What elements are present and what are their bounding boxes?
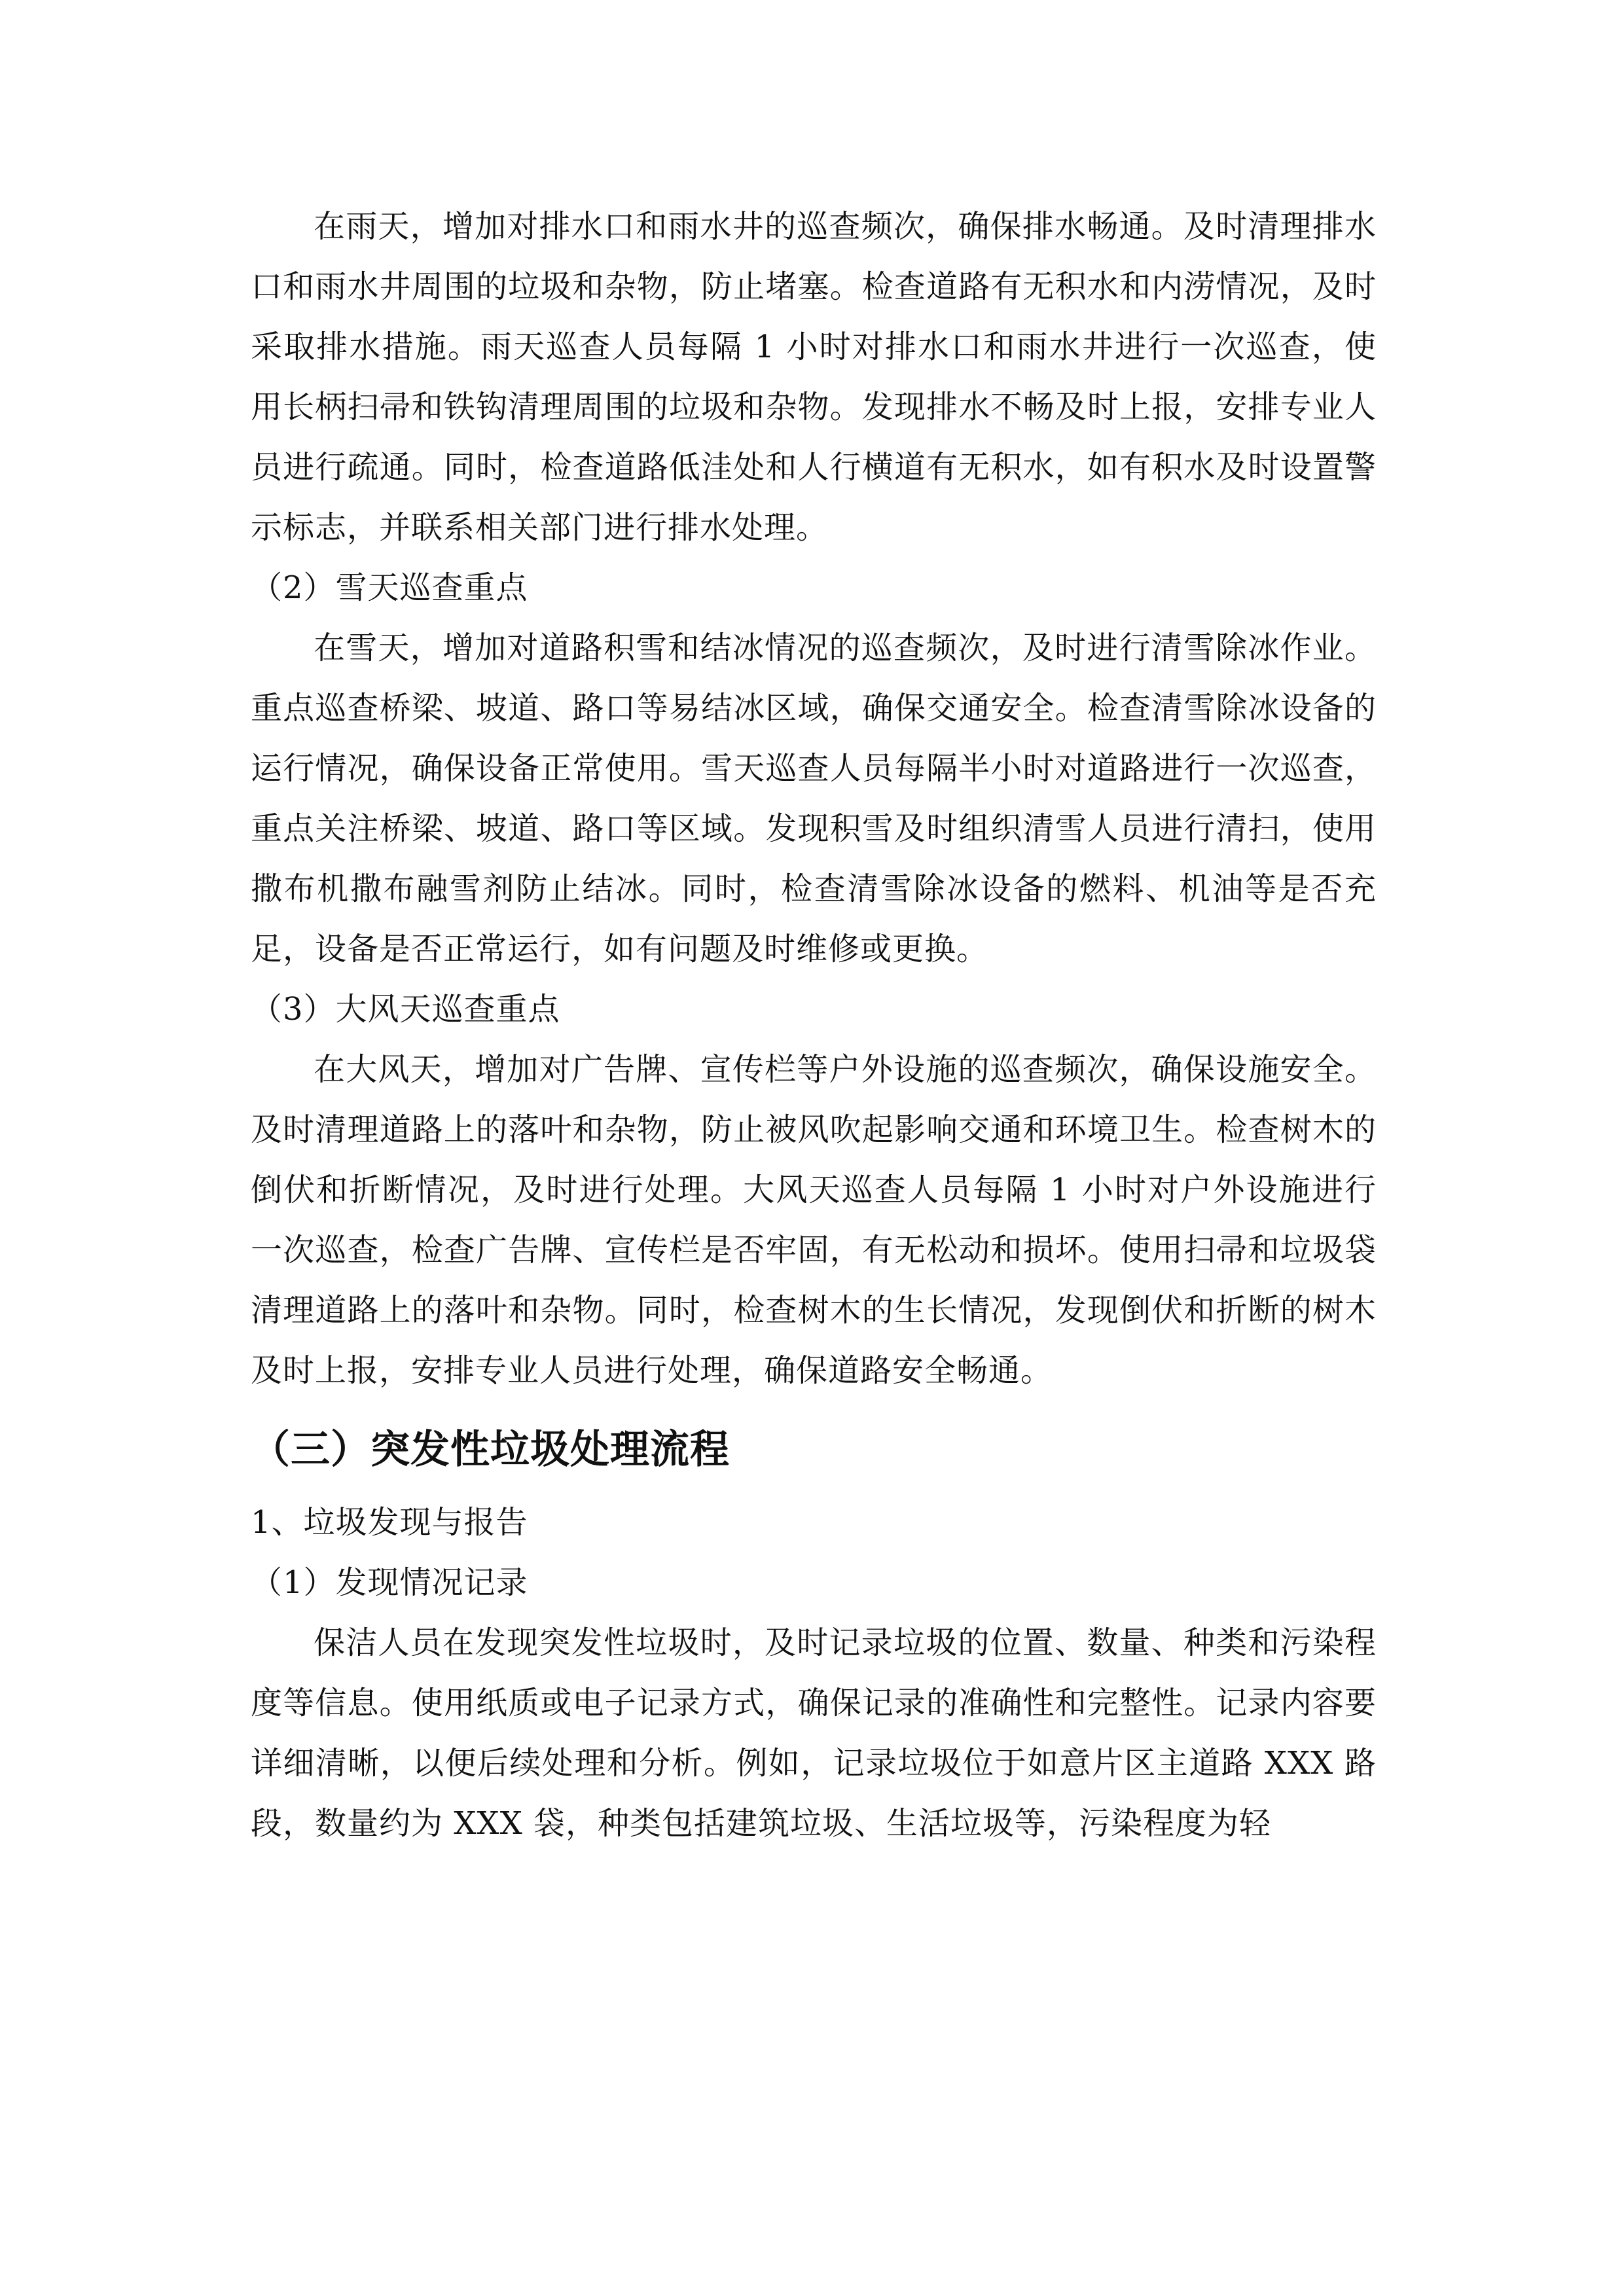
paragraph-record: 保洁人员在发现突发性垃圾时，及时记录垃圾的位置、数量、种类和污染程度等信息。使用纸质或电子记录方式，确保记录的准确性和完整性。记录内容要详细清晰，以便后续处理和分析。例如，记录垃圾位于如意片区主道路 XXX 路段，数量约为 XXX 袋，种类包括建筑垃圾、生活垃圾等，污染程度为轻 bbox=[251, 1624, 1377, 1842]
paragraph-snow-day: 在雪天，增加对道路积雪和结冰情况的巡查频次，及时进行清雪除冰作业。重点巡查桥梁、坡道、路口等易结冰区域，确保交通安全。检查清雪除冰设备的运行情况，确保设备正常使用。雪天巡查人员每隔半小时对道路进行一次巡查，重点关注桥梁、坡道、路口等区域。发现积雪及时组织清雪人员进行清扫，使用撒布机撒布融雪剂防止结冰。同时，检查清雪除冰设备的燃料、机油等是否充足，设备是否正常运行，如有问题及时维修或更换。 bbox=[251, 630, 1377, 967]
paragraph-windy-day: 在大风天，增加对广告牌、宣传栏等户外设施的巡查频次，确保设施安全。及时清理道路上的落叶和杂物，防止被风吹起影响交通和环境卫生。检查树木的倒伏和折断情况，及时进行处理。大风天巡查人员每隔 1 小时对户外设施进行一次巡查，检查广告牌、宣传栏是否牢固，有无松动和损坏。使用扫帚和垃圾袋清理道路上的落叶和杂物。同时，检查树木的生长情况，发现倒伏和折断的树木及时上报，安排专业人员进行处理，确保道路安全畅通。 bbox=[251, 1051, 1377, 1389]
subheading-record: （1）发现情况记录 bbox=[251, 1564, 528, 1601]
subheading-snow-day: （2）雪天巡查重点 bbox=[251, 569, 528, 606]
paragraph-rainy-day: 在雨天，增加对排水口和雨水井的巡查频次，确保排水畅通。及时清理排水口和雨水井周围的垃圾和杂物，防止堵塞。检查道路有无积水和内涝情况，及时采取排水措施。雨天巡查人员每隔 1 小时对排水口和雨水井进行一次巡查，使用长柄扫帚和铁钩清理周围的垃圾和杂物。发现排水不畅及时上报，安排专业人员进行疏通。同时，检查道路低洼处和人行横道有无积水，如有积水及时设置警示标志，并联系相关部门进行排水处理。 bbox=[251, 208, 1377, 546]
document-page bbox=[251, 196, 1377, 1854]
subheading-windy-day: （3）大风天巡查重点 bbox=[251, 991, 560, 1028]
section-heading-sudden-garbage: （三）突发性垃圾处理流程 bbox=[251, 1427, 730, 1473]
subheading-discovery-report: 1、垃圾发现与报告 bbox=[251, 1504, 528, 1541]
